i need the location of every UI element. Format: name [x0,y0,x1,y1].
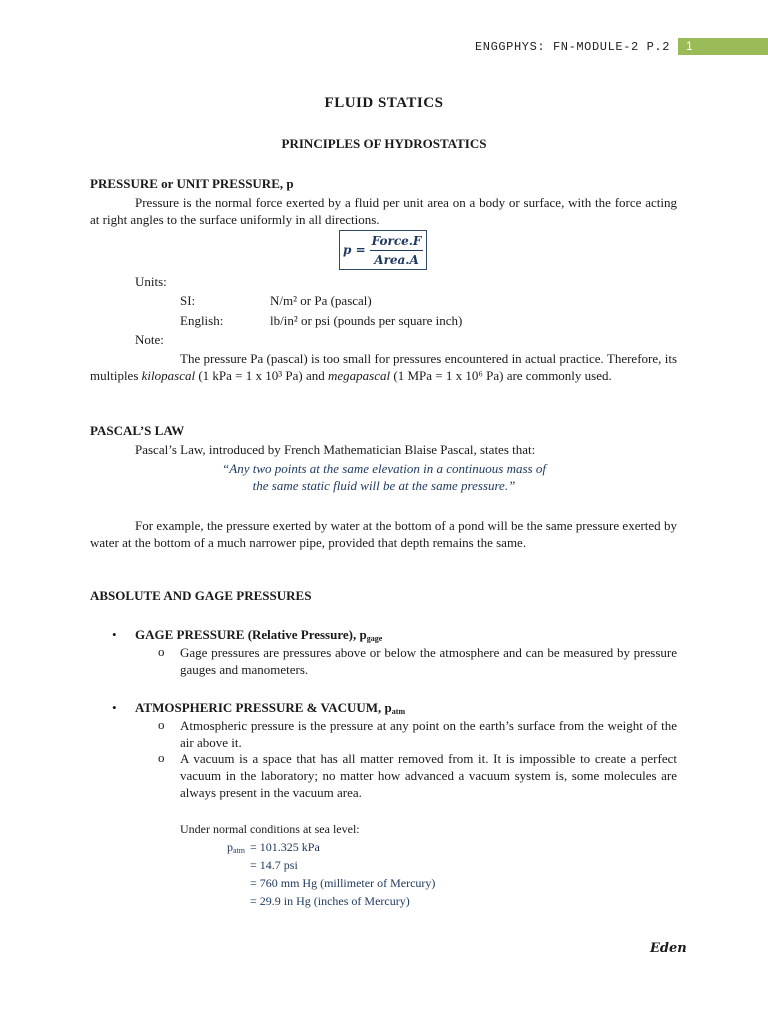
kilopascal-term: kilopascal [141,368,196,383]
page-title: FLUID STATICS [324,95,444,111]
header-text: ENGGPHYS: FN-MODULE-2 P.2 [474,39,670,54]
pascal-quote-line-1: “Any two points at the same elevation in a continuous mass of [222,461,546,476]
pascal-intro: Pascal’s Law, introduced by French Mathematician Blaise Pascal, states that: [135,442,536,457]
gage-subscript: gage [366,634,383,643]
note-mid: (1 kPa = 1 x 10³ Pa) and [195,368,328,383]
megapascal-term: megapascal [328,368,391,383]
pascal-example: For example, the pressure exerted by water at the bottom of a pond will be the same pressure exerted by water at the bottom of a much narrower pipe, provided that depth remains the same. [90,518,677,550]
atm-pressure-title: ATMOSPHERIC PRESSURE & VACUUM, $p_{atm}$ [135,700,406,716]
abs-gage-heading: ABSOLUTE AND GAGE PRESSURES [90,588,312,603]
sub-bullet: o [158,750,165,765]
atm-value-mmhg: = 760 mm Hg (millimeter of Mercury) [250,876,436,890]
pressure-heading: PRESSURE or UNIT PRESSURE, p [90,176,294,191]
formula-lhs: p = [343,243,366,257]
page-number-badge: 1 [678,38,768,55]
p-atm-symbol: $p_{atm}$ [227,840,245,855]
note-paragraph [90,350,677,384]
formula-numerator: Force.F [370,234,424,251]
page-header [475,38,768,55]
pressure-definition: Pressure is the normal force exerted by a fluid per unit area on a body or surface, with the force acting at right angles to the surface uniformly in all directions. [90,195,677,227]
sub-bullet: o [158,644,165,659]
note-start: The pressure Pa (pascal) is too small for pressures encountered in actual practice. Therefore, its multiples [90,351,677,383]
sub-bullet: o [158,717,165,732]
pressure-formula [339,230,427,270]
english-value: lb/in² or psi (pounds per square inch) [270,313,463,328]
gage-pressure-text: Gage pressures are pressures above or below the atmosphere and can be measured by pressure gauges and manometers. [180,645,677,677]
page-subtitle: PRINCIPLES OF HYDROSTATICS [281,136,487,151]
pascal-quote-line-2: the same static fluid will be at the same pressure.” [252,478,516,493]
atm-value-psi: = 14.7 psi [250,858,298,872]
gage-pressure-title: GAGE PRESSURE (Relative Pressure), $p_{gage}$ [135,627,383,643]
pascal-heading: PASCAL’S LAW [90,423,185,438]
atm-value-kpa: = 101.325 kPa [250,840,320,854]
signature: Eden [650,941,687,956]
atm-text-1: Atmospheric pressure is the pressure at any point on the earth’s surface from the weight of the air above it. [180,718,677,750]
atm-value-inhg: = 29.9 in Hg (inches of Mercury) [250,894,410,908]
units-label: Units: [135,274,167,289]
atm-subscript: atm [391,707,406,716]
p-atm-subscript: atm [233,846,245,855]
si-label: SI: [180,293,196,308]
formula-denominator: Area.A [374,252,419,267]
normal-conditions-label: Under normal conditions at sea level: [180,822,360,836]
note-end: (1 MPa = 1 x 10⁶ Pa) are commonly used. [390,368,612,383]
bullet-dot: • [112,627,117,642]
english-label: English: [180,313,224,328]
si-value: N/m² or Pa (pascal) [270,293,372,308]
formula-fraction [370,234,424,267]
atm-text-2: A vacuum is a space that has all matter removed from it. It is impossible to create a perfect vacuum in the laboratory; no matter how advanced a vacuum system is, some molecules are always present in the vacuum area. [180,751,677,800]
note-label: Note: [135,332,164,347]
bullet-dot: • [112,700,117,715]
